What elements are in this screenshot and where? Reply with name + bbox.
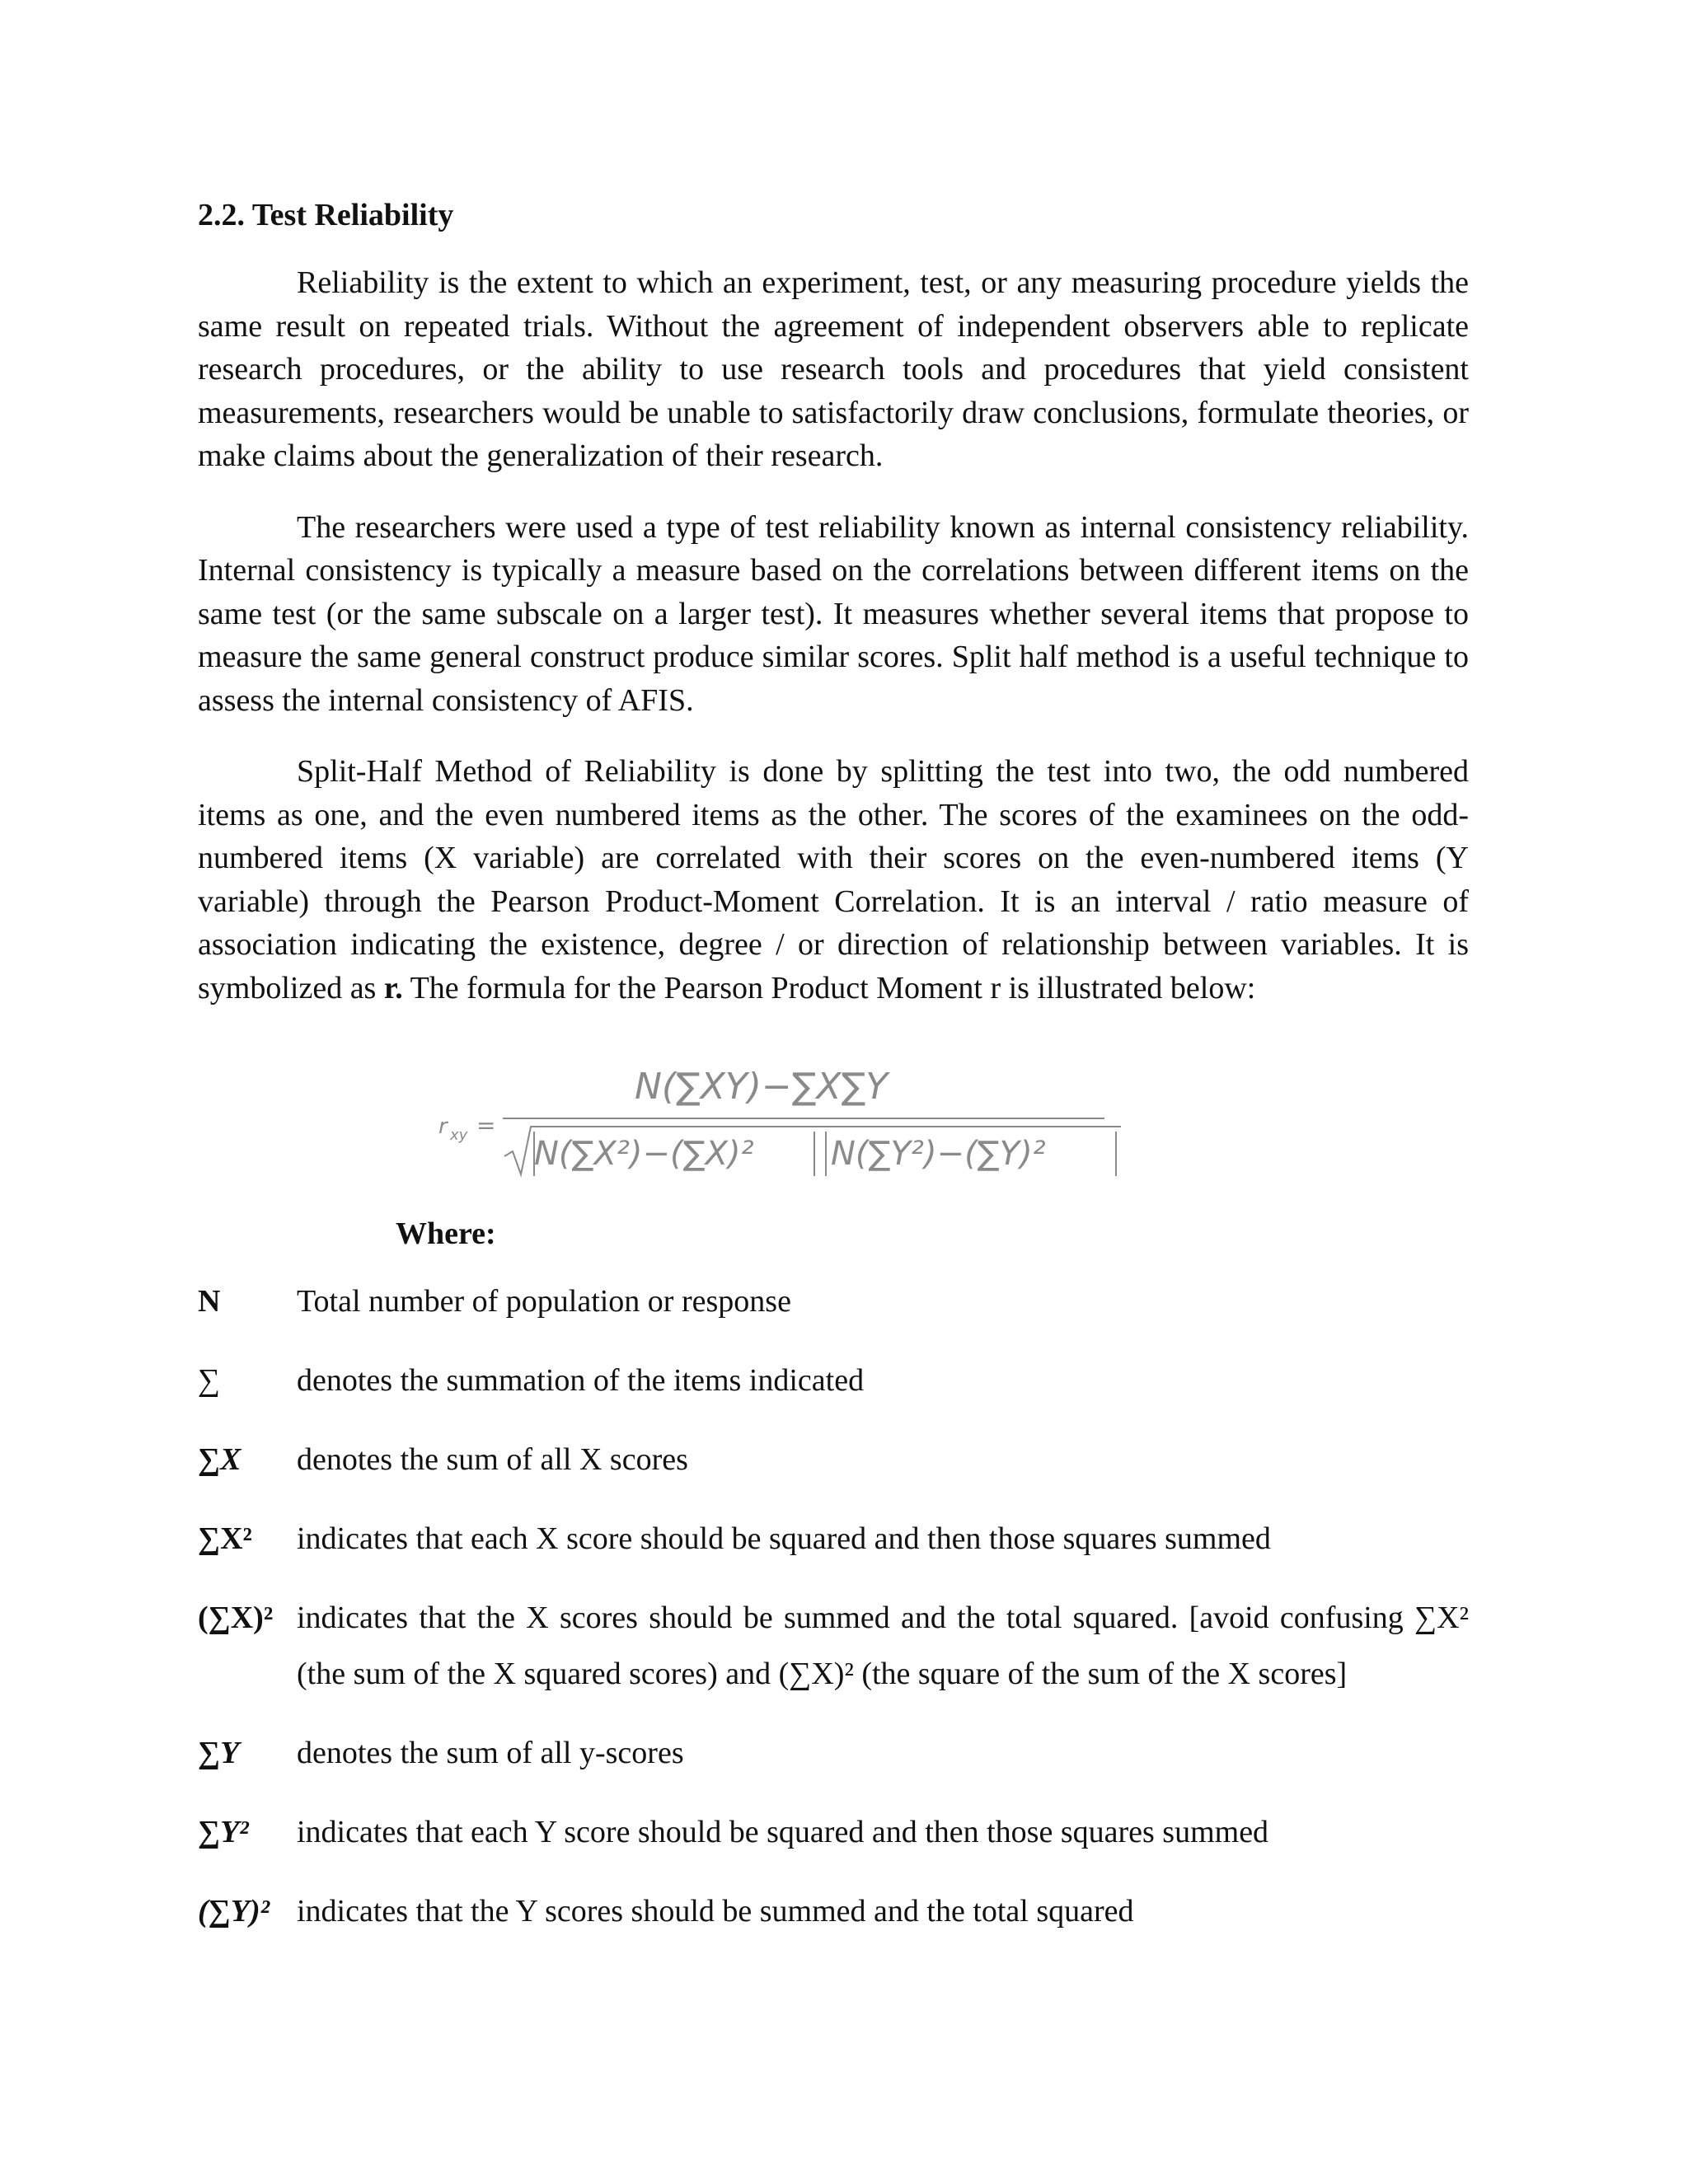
definition-row <box>198 1359 1469 1408</box>
definition-term: N <box>198 1284 221 1319</box>
paragraph-split-half <box>198 750 1469 1010</box>
definition-term: ∑Y <box>198 1736 240 1770</box>
definition-row <box>198 1732 1469 1781</box>
formula-lhs: r <box>438 1114 448 1139</box>
definition-row <box>198 1890 1469 1939</box>
formula-denominator-left: N(∑X²)−(∑X)² <box>534 1135 754 1173</box>
definition-text: indicates that each Y score should be squared and then those squares summed <box>297 1815 1269 1849</box>
definition-row <box>198 1811 1469 1860</box>
paragraph-reliability-definition: Reliability is the extent to which an experiment, test, or any measuring procedure yields the same result on repeated trials. Without the agreement of independent observers able to replicate research procedures, or the ability to use research tools and procedures that yield consistent measurements, researchers would be unable to satisfactorily draw conclusions, formulate theories, or make claims about the generalization of their research. <box>198 265 1469 473</box>
definition-text: indicates that each X score should be squared and then those squares summed <box>297 1521 1271 1556</box>
formula-denominator-right: N(∑Y²)−(∑Y)² <box>831 1135 1046 1173</box>
section-heading: 2.2. Test Reliability <box>198 198 454 232</box>
definition-row <box>198 1280 1469 1329</box>
definition-term: ∑X² <box>198 1521 252 1556</box>
definition-text: denotes the summation of the items indicated <box>297 1363 865 1398</box>
definitions-list <box>198 1280 1469 1969</box>
definition-term: (∑Y)² <box>198 1894 270 1929</box>
definition-text: indicates that the X scores should be summed and the total squared. [avoid confusing ∑X² (the sum of the X squared scores) and (∑X)² (the square of the sum of the X scores] <box>297 1601 1469 1691</box>
formula-lhs-subscript: xy <box>450 1127 468 1144</box>
document-page <box>198 194 1469 1929</box>
pearson-formula-svg <box>429 1051 1137 1187</box>
definition-row <box>198 1517 1469 1567</box>
formula-equals-sign: = <box>476 1112 496 1139</box>
definition-text: denotes the sum of all X scores <box>297 1442 688 1477</box>
formula-numerator: N(∑XY)−∑X∑Y <box>635 1066 889 1108</box>
where-label: Where: <box>396 1216 496 1251</box>
definition-term: ∑X <box>198 1442 241 1477</box>
pearson-formula-image <box>429 1051 1137 1187</box>
definition-text: indicates that the Y scores should be summed and the total squared <box>297 1894 1134 1929</box>
definition-row <box>198 1438 1469 1488</box>
definition-term: ∑Y² <box>198 1815 249 1849</box>
definition-row <box>198 1596 1469 1702</box>
definition-term: ∑ <box>198 1363 221 1398</box>
paragraph-split-half-text: Split-Half Method of Reliability is done by splitting the test into two, the odd numbered items as one, and the even numbered items as the other. The scores of the examinees on the odd-numbered items (X variable) are correlated with their scores on the even-numbered items (Y variable) through the Pearson Product-Moment Correlation. It is an interval / ratio measure of association indicating the existence, degree / or direction of relationship between variables. It is symbolized as <box>198 754 1469 1005</box>
definition-term: (∑X)² <box>198 1601 274 1635</box>
symbol-r: r. <box>383 970 403 1005</box>
paragraph-split-half-tail: The formula for the Pearson Product Moment r is illustrated below: <box>410 970 1256 1005</box>
definition-text: Total number of population or response <box>297 1284 791 1319</box>
paragraph-internal-consistency: The researchers were used a type of test reliability known as internal consistency reliability. Internal consistency is typically a measure based on the correlations between different items on the same test (or the same subscale on a larger test). It measures whether several items that propose to measure the same general construct produce similar scores. Split half method is a useful technique to assess the internal consistency of AFIS. <box>198 509 1469 718</box>
definition-text: denotes the sum of all y-scores <box>297 1736 684 1770</box>
